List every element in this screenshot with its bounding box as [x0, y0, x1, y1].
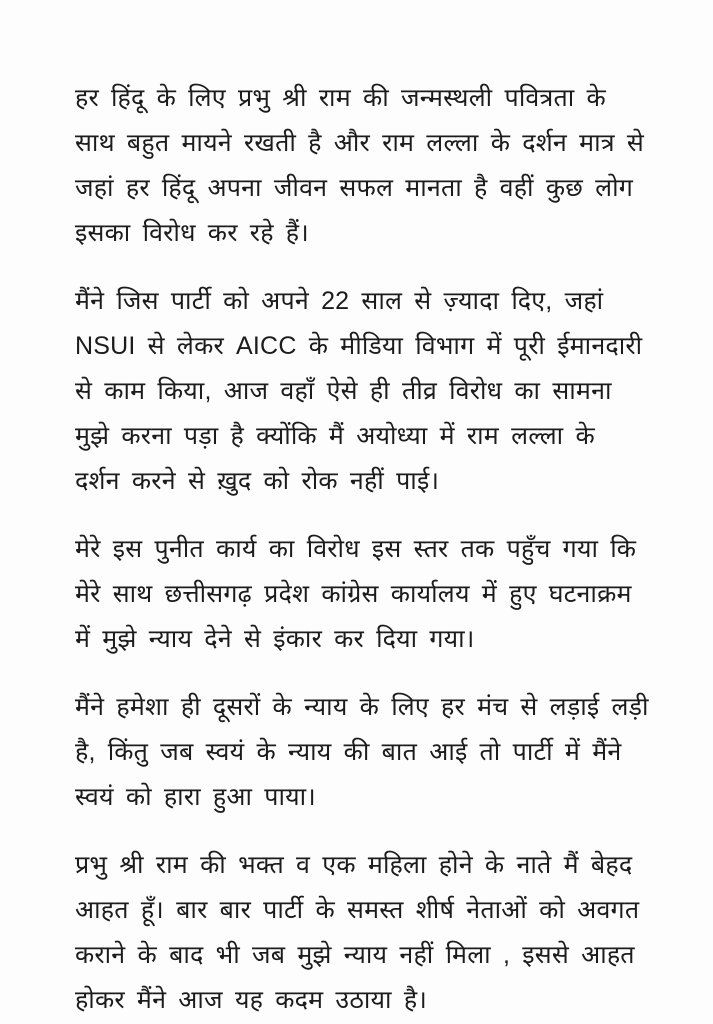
paragraph-4: मैंने हमेशा ही दूसरों के न्याय के लिए हर मंच से लड़ाई लड़ी है, किंतु जब स्वयं के न्याय की बात आई तो पार्टी में मैंने स्वयं को हारा हुआ पाया। — [75, 693, 649, 811]
paragraph-1: हर हिंदू के लिए प्रभु श्री राम की जन्मस्थली पवित्रता के साथ बहुत मायने रखती है और राम लल्ला के दर्शन मात्र से जहां हर हिंदू अपना जीवन सफल मानता है वहीं कुछ लोग इसका विरोध कर रहे हैं। — [75, 84, 645, 247]
paragraph-5: प्रभु श्री राम की भक्त व एक महिला होने के नाते मैं बेहद आहत हूँ। बार बार पार्टी के समस्त शीर्ष नेताओं को अवगत कराने के बाद भी जब मुझे न्याय नहीं मिला , इससे आहत होकर मैंने आज यह कदम उठाया है। — [75, 851, 640, 1014]
paragraph-2: मैंने जिस पार्टी को अपने 22 साल से ज़्यादा दिए, जहां NSUI से लेकर AICC के मीडिया विभाग में पूरी ईमानदारी से काम किया, आज वहाँ ऐसे ही तीव्र विरोध का सामना मुझे करना पड़ा है क्योंकि मैं अयोध्या में राम लल्ला के दर्शन करने से ख़ुद को रोक नहीं पाई। — [75, 287, 643, 495]
paragraph-3: मेरे इस पुनीत कार्य का विरोध इस स्तर तक पहुँच गया कि मेरे साथ छत्तीसगढ़ प्रदेश कांग्रेस कार्यालय में हुए घटनाक्रम में मुझे न्याय देने से इंकार कर दिया गया। — [75, 535, 637, 653]
letter-body — [75, 76, 651, 1023]
